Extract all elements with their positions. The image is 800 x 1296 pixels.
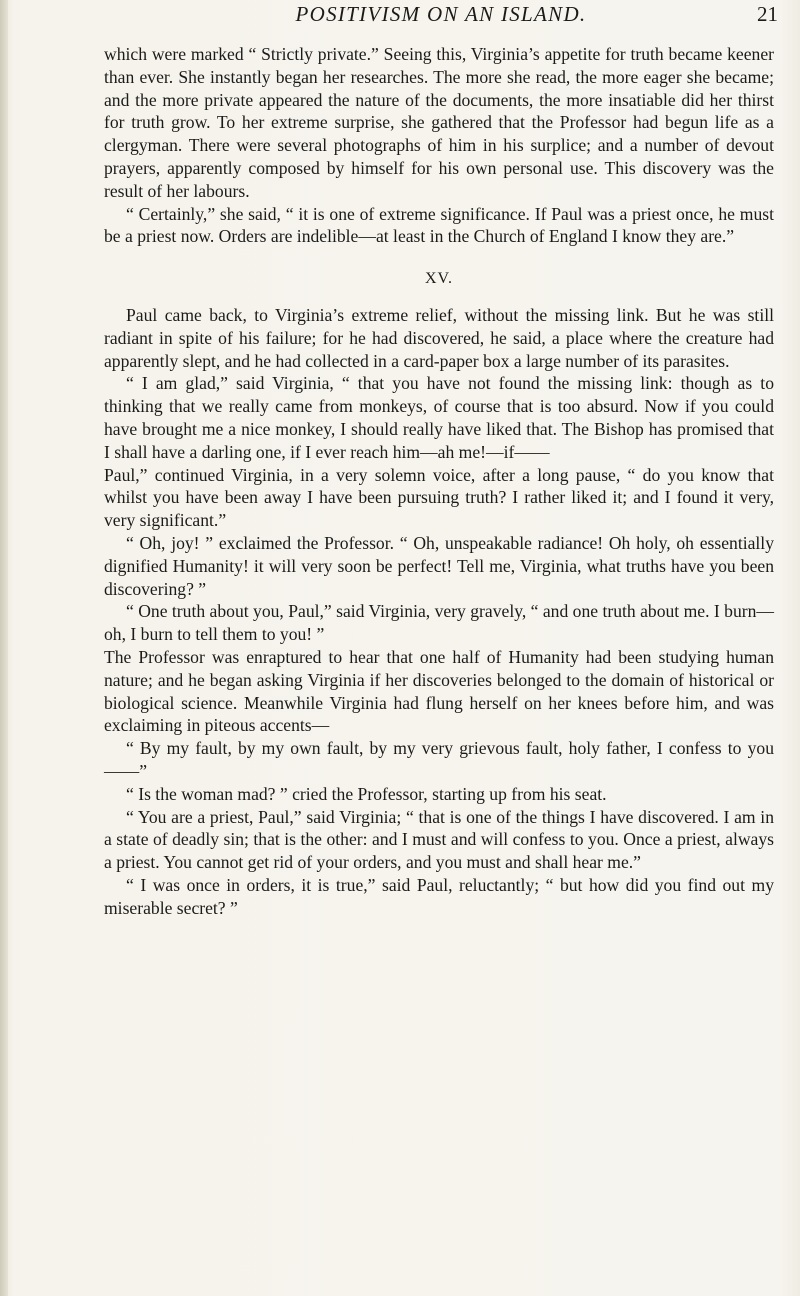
page-gutter-shadow: [0, 0, 8, 1296]
paragraph: “ By my fault, by my own fault, by my very grievous fault, holy father, I confess to you——”: [104, 738, 774, 781]
paragraph: “ Certainly,” she said, “ it is one of extreme significance. If Paul was a priest once, he must be a priest now. Orders are indelible—at least in the Church of England I know they are.”: [104, 203, 774, 247]
paragraph: “ I am glad,” said Virginia, “ that you have not found the missing link: though as to thinking that we really came from monkeys, of course that is too absurd. Now if you could have brought me a nice monkey, I should really have liked that. The Bishop has promised that I shall have a darling one, if I ever reach him—ah me!—if——: [104, 373, 774, 462]
paragraph: Paul came back, to Virginia’s extreme relief, without the missing link. But he was still radiant in spite of his failure; for he had discovered, he said, a place where the creature had apparently slept, and he had collected in a card-paper box a large number of its parasites.: [104, 304, 774, 371]
paragraph: Paul,” continued Virginia, in a very solemn voice, after a long pause, “ do you know that whilst you have been away I have been pursuing truth? I rather liked it; and I found it very, very significant.”: [104, 464, 774, 531]
running-head: [104, 2, 778, 32]
paragraph: “ One truth about you, Paul,” said Virginia, very gravely, “ and one truth about me. I burn—oh, I burn to tell them to you! ”: [104, 601, 774, 645]
paragraph: “ Is the woman mad? ” cried the Professor, starting up from his seat.: [126, 783, 607, 804]
paragraph: which were marked “ Strictly private.” Seeing this, Virginia’s appetite for truth became keener than ever. She instantly began her researches. The more she read, the more eager she became; and the more private appeared the nature of the documents, the more insatiable did her thirst for truth grow. To her extreme surprise, she gathered that the Professor had begun life as a clergyman. There were several photographs of him in his surplice; and a number of devout prayers, apparently composed by himself for his own personal use. This discovery was the result of her labours.: [104, 44, 774, 201]
paragraph: “ I was once in orders, it is true,” said Paul, reluctantly; “ but how did you find out my miserable secret? ”: [104, 874, 774, 918]
body-text: [104, 43, 774, 919]
section-heading: XV.: [424, 270, 454, 288]
paragraph: “ You are a priest, Paul,” said Virginia; “ that is one of the things I have discovered. I am in a state of deadly sin; that is the other: and I must and will confess to you. Once a priest, always a priest. You cannot get rid of your orders, and you must and shall hear me.”: [104, 806, 774, 873]
paragraph: “ Oh, joy! ” exclaimed the Professor. “ Oh, unspeakable radiance! Oh holy, oh essentially dignified Humanity! it will very soon be perfect! Tell me, Virginia, what truths have you been discovering? ”: [104, 532, 774, 599]
page-number: 21: [757, 2, 778, 26]
running-title: POSITIVISM ON AN ISLAND.: [295, 2, 587, 26]
paragraph: The Professor was enraptured to hear that one half of Humanity had been studying human nature; and he began asking Virginia if her discoveries belonged to the domain of historical or biological science. Meanwhile Virginia had flung herself on her knees before him, and was exclaiming in piteous accents—: [104, 646, 774, 736]
